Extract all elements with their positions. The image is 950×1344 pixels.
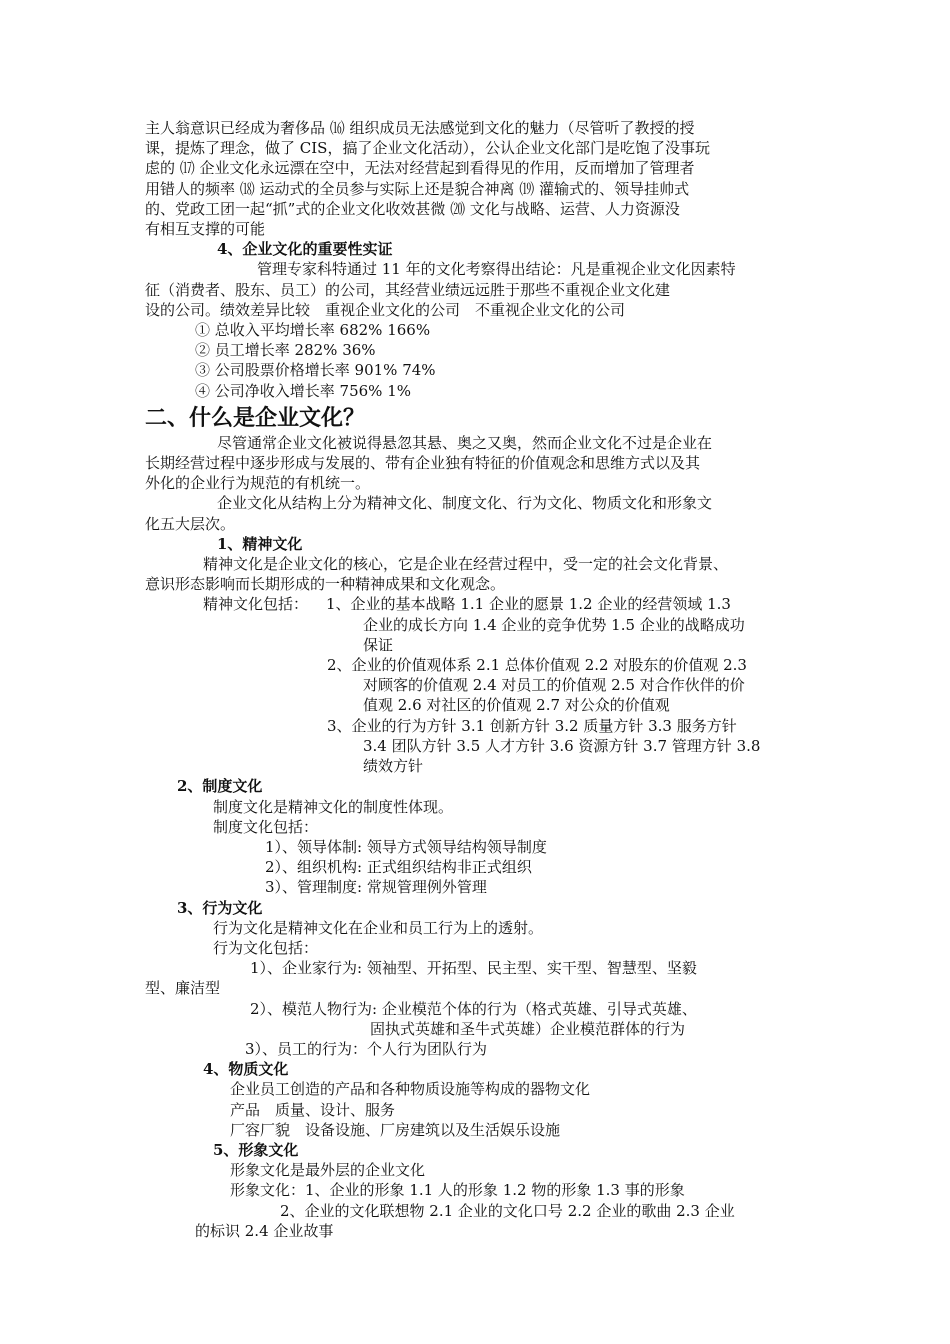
text-line: 的标识 2.4 企业故事 (195, 1221, 334, 1240)
section-heading: 4、企业文化的重要性实证 (217, 240, 393, 259)
list-item: 1）、领导体制: 领导方式领导结构领导制度 (265, 837, 547, 856)
list-item-text: 1、企业的基本战略 1.1 企业的愿景 1.2 企业的经营领域 1.3 (326, 595, 731, 614)
text-line: 行为文化是精神文化在企业和员工行为上的透射。 (213, 918, 544, 937)
text-line: 尽管通常企业文化被说得悬忽其悬、奥之又奥，然而企业文化不过是企业在 (217, 433, 713, 452)
text-line: 设的公司。绩效差异比较 重视企业文化的公司 不重视企业文化的公司 (145, 300, 626, 319)
text-line: 2、企业的文化联想物 2.1 企业的文化口号 2.2 企业的歌曲 2.3 企业 (280, 1201, 735, 1220)
list-lead (203, 594, 883, 614)
text-line: 3.4 团队方针 3.5 人才方针 3.6 资源方针 3.7 管理方针 3.8 (363, 736, 761, 755)
text-line: 产品 质量、设计、服务 (230, 1100, 396, 1119)
text-line: 企业文化从结构上分为精神文化、制度文化、行为文化、物质文化和形象文 (217, 494, 713, 513)
stat-row: ④ 公司净收入增长率 756% 1% (195, 381, 411, 400)
text-line: 用错人的频率 ⒅ 运动式的全员参与实际上还是貌合神离 ⒆ 灌输式的、领导挂帅式 (145, 179, 690, 198)
part-title: 二、什么是企业文化？ (145, 404, 366, 431)
text-line: 有相互支撑的可能 (145, 220, 266, 239)
text-line: 企业员工创造的产品和各种物质设施等构成的器物文化 (230, 1080, 591, 1099)
text-line: 企业的成长方向 1.4 企业的竞争优势 1.5 企业的战略成功 (363, 615, 745, 634)
list-item-text: 2、企业的价值观体系 2.1 总体价值观 2.2 对股东的价值观 2.3 (327, 656, 747, 675)
text-line: 外化的企业行为规范的有机统一。 (145, 474, 371, 493)
document-page (145, 118, 825, 1241)
stat-row: ③ 公司股票价格增长率 901% 74% (195, 361, 436, 380)
text-line: 保证 (363, 635, 394, 654)
list-item: 3）、管理制度: 常规管理例外管理 (265, 878, 487, 897)
text-line: 化五大层次。 (145, 514, 236, 533)
list-item: 1）、企业家行为: 领袖型、开拓型、民主型、实干型、智慧型、坚毅 (250, 959, 697, 978)
text-line: 主人翁意识已经成为奢侈品 ⒃ 组织成员无法感觉到文化的魅力（尽管听了教授的授 (145, 119, 695, 137)
text-line: 精神文化是企业文化的核心，它是企业在经营过程中，受一定的社会文化背景、 (203, 555, 729, 574)
intro-paragraph (145, 118, 825, 239)
text-line: 意识形态影响而长期形成的一种精神成果和文化观念。 (145, 575, 506, 594)
list-lead-label: 制度文化包括： (213, 817, 319, 836)
list-item-text: 3、企业的行为方针 3.1 创新方针 3.2 质量方针 3.3 服务方针 (327, 716, 737, 735)
text-line: 值观 2.6 对社区的价值观 2.7 对公众的价值观 (363, 696, 670, 715)
section-heading: 1、精神文化 (217, 534, 303, 553)
section-heading: 2、制度文化 (177, 777, 263, 796)
text-line: 厂容厂貌 设备设施、厂房建筑以及生活娱乐设施 (230, 1120, 561, 1139)
text-line: 绩效方针 (363, 757, 424, 776)
text-line: 形象文化是最外层的企业文化 (230, 1161, 426, 1180)
section-heading: 3、行为文化 (177, 898, 263, 917)
text-line: 固执式英雄和圣牛式英雄）企业模范群体的行为 (370, 1019, 686, 1038)
text-line: 形象文化：1、企业的形象 1.1 人的形象 1.2 物的形象 1.3 事的形象 (230, 1181, 685, 1200)
list-lead-label: 行为文化包括： (213, 938, 319, 957)
section-heading: 4、物质文化 (203, 1060, 289, 1079)
text-line: 虑的 ⒄ 企业文化永远漂在空中，无法对经营起到看得见的作用，反而增加了管理者 (145, 159, 695, 178)
text-line: 型、廉洁型 (145, 979, 221, 998)
section-heading: 5、形象文化 (213, 1140, 299, 1159)
text-line: 课，提炼了理念，做了 CIS，搞了企业文化活动），公认企业文化部门是吃饱了没事玩 (145, 139, 710, 158)
text-line: 的、党政工团一起“抓”式的企业文化收效甚微 ⒇ 文化与战略、运营、人力资源没 (145, 199, 680, 218)
stat-row: ① 总收入平均增长率 682% 166% (195, 321, 431, 340)
stat-row: ② 员工增长率 282% 36% (195, 341, 376, 360)
list-item: 2）、组织机构: 正式组织结构非正式组织 (265, 858, 532, 877)
text-line: 长期经营过程中逐步形成与发展的、带有企业独有特征的价值观念和思维方式以及其 (145, 454, 701, 473)
list-item: 3）、员工的行为：个人行为团队行为 (245, 1039, 488, 1058)
text-line: 对顾客的价值观 2.4 对员工的价值观 2.5 对合作伙伴的价 (363, 676, 745, 695)
list-item: 2）、模范人物行为: 企业模范个体的行为（格式英雄、引导式英雄、 (250, 999, 697, 1018)
text-line: 制度文化是精神文化的制度性体现。 (213, 797, 454, 816)
list-lead-label: 精神文化包括： (203, 595, 309, 614)
text-line: 管理专家科特通过 11 年的文化考察得出结论：凡是重视企业文化因素特 (257, 260, 736, 279)
text-line: 征（消费者、股东、员工）的公司，其经营业绩远远胜于那些不重视企业文化建 (145, 280, 671, 299)
